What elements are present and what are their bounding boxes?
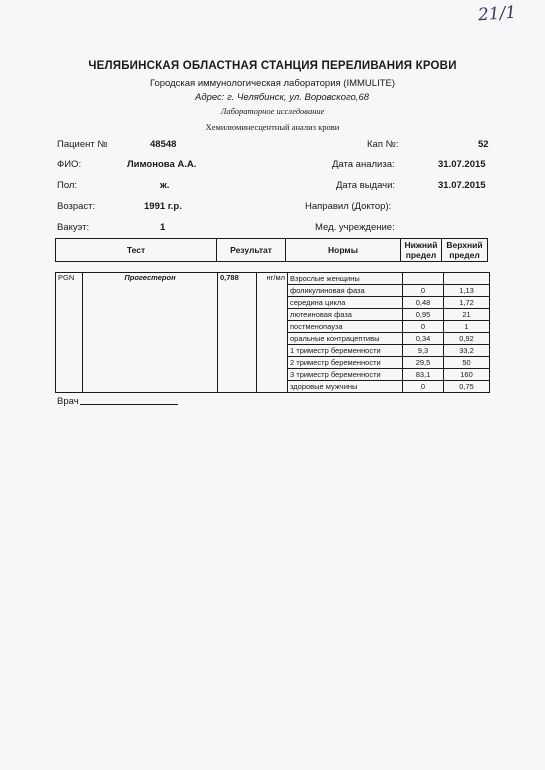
col-norms: Нормы — [286, 239, 401, 262]
results-table-header — [55, 238, 488, 262]
norm-upper: 21 — [444, 309, 490, 321]
norm-label: постменопауза — [288, 321, 403, 333]
test-code: PGN — [56, 273, 83, 393]
signature-line — [80, 404, 178, 405]
doctor-label: Врач — [57, 396, 79, 407]
vakut-label: Вакуэт: — [57, 222, 90, 233]
norm-upper: 160 — [444, 369, 490, 381]
age-value: 1991 г.р. — [144, 201, 182, 212]
result-unit: нг/мл — [257, 273, 288, 393]
research-type: Лабораторное исследование — [220, 106, 325, 116]
norm-lower: 29,5 — [403, 357, 444, 369]
sex-value: ж. — [160, 180, 170, 191]
patient-number-value: 48548 — [150, 139, 177, 150]
norm-lower: 0,34 — [403, 333, 444, 345]
fio-label: ФИО: — [57, 159, 82, 170]
norm-lower: 0 — [403, 285, 444, 297]
analysis-type: Хемилюминесцентный анализ крови — [205, 122, 340, 132]
age-label: Возраст: — [57, 201, 96, 212]
norm-label: оральные контрацептивы — [288, 333, 403, 345]
analysis-date-value: 31.07.2015 — [438, 159, 486, 170]
norm-label: середина цикла — [288, 297, 403, 309]
col-test: Тест — [56, 239, 217, 262]
issue-date-value: 31.07.2015 — [438, 180, 486, 191]
col-lower: Нижний предел — [401, 239, 442, 262]
report-title: ЧЕЛЯБИНСКАЯ ОБЛАСТНАЯ СТАНЦИЯ ПЕРЕЛИВАНИЯ КРОВИ — [88, 60, 457, 72]
norm-label: лютеиновая фаза — [288, 309, 403, 321]
fio-value: Лимонова А.А. — [127, 159, 197, 170]
result-value: 0,788 — [218, 273, 257, 393]
kap-label: Кап №: — [367, 139, 399, 150]
vakut-value: 1 — [160, 222, 166, 233]
norm-label: Взрослые женщины — [288, 273, 403, 285]
sex-label: Пол: — [57, 180, 78, 191]
col-result: Результат — [217, 239, 286, 262]
institution-label: Мед. учреждение: — [315, 222, 395, 233]
norm-row — [56, 273, 490, 285]
norm-upper: 0,92 — [444, 333, 490, 345]
patient-number-label: Пациент № — [57, 139, 108, 150]
lab-name: Городская иммунологическая лаборатория (IMMULITE) — [149, 78, 396, 89]
lab-address: Адрес: г. Челябинск, ул. Воровского,68 — [195, 92, 370, 103]
norm-lower: 9,3 — [403, 345, 444, 357]
norm-label: 1 триместр беременности — [288, 345, 403, 357]
results-table — [55, 272, 490, 393]
issue-date-label: Дата выдачи: — [336, 180, 396, 191]
col-upper: Верхний предел — [442, 239, 488, 262]
handwritten-note: 21/1 — [477, 2, 517, 26]
norm-lower: 0 — [403, 321, 444, 333]
norm-label: здоровые мужчины — [288, 381, 403, 393]
norm-lower: 0 — [403, 381, 444, 393]
norm-lower: 83,1 — [403, 369, 444, 381]
norm-upper: 1 — [444, 321, 490, 333]
norm-label: фоликулиновая фаза — [288, 285, 403, 297]
norm-upper: 1,13 — [444, 285, 490, 297]
norm-upper: 33,2 — [444, 345, 490, 357]
kap-value: 52 — [478, 139, 489, 150]
norm-lower — [403, 273, 444, 285]
norm-upper: 50 — [444, 357, 490, 369]
norm-lower: 0,48 — [403, 297, 444, 309]
norm-lower: 0,95 — [403, 309, 444, 321]
test-name: Прогестерон — [83, 273, 218, 393]
norm-upper — [444, 273, 490, 285]
norm-label: 2 триместр беременности — [288, 357, 403, 369]
referred-by-label: Направил (Доктор): — [305, 201, 392, 212]
norm-label: 3 триместр беременности — [288, 369, 403, 381]
norm-upper: 1,72 — [444, 297, 490, 309]
analysis-date-label: Дата анализа: — [332, 159, 395, 170]
norm-upper: 0,75 — [444, 381, 490, 393]
